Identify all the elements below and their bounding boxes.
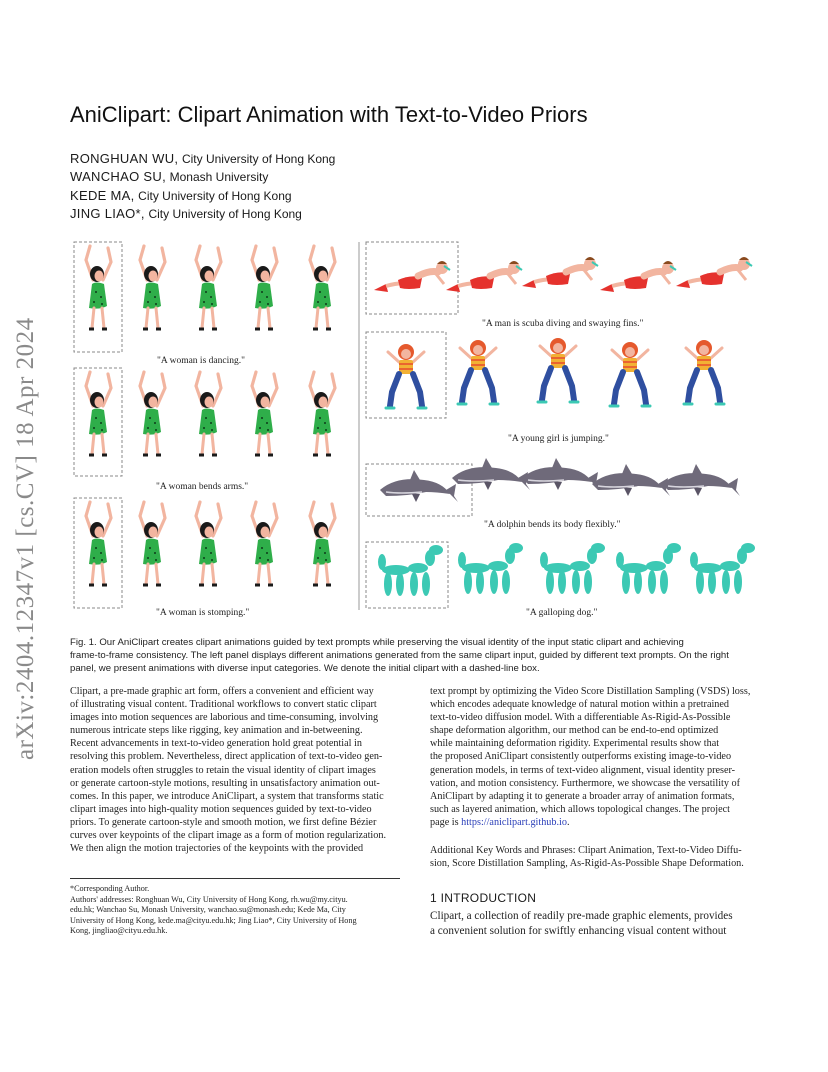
paper-title: AniClipart: Clipart Animation with Text-to-Video Priors [70,102,588,127]
author-affiliation: City University of Hong Kong [148,207,302,221]
abstract-line: such as layered animation, which allows topological changes. The project [430,803,730,815]
footnote-divider [70,878,400,879]
footnote-line: edu.hk; Wanchao Su, Monash University, wanchao.su@monash.edu; Kede Ma, City [70,905,346,914]
figure-label: "A woman bends arms." [156,482,249,492]
teaser-figure-graphic [68,238,760,618]
figure-label: "A man is scuba diving and swaying fins." [482,319,644,329]
keywords [430,844,760,870]
row-dancing [74,242,335,352]
author-affiliation: City University of Hong Kong [181,152,336,166]
figure-label: "A woman is dancing." [157,356,245,366]
abstract-line [430,816,760,829]
author-name: RONGHUAN WU, [70,151,179,166]
abstract-line: of illustrating visual content. Traditional workflows to convert static clipart [70,699,377,711]
intro-line: a convenient solution for swiftly enhancing visual content without [430,924,727,937]
author-line [70,169,268,184]
author-line [70,151,335,166]
project-suffix: . [566,816,570,828]
caption-line: Fig. 1. Our AniClipart creates clipart animations guided by text prompts while preserving the visual identity of the input static clipart and achieving [70,637,684,648]
row-dolphin [366,458,740,516]
figure-label: "A young girl is jumping." [508,434,609,444]
abstract-line: vation, and motion consistency. Furthermore, we showcase the versatility of [430,777,740,789]
row-diver [366,242,752,314]
abstract-line: comes. In this paper, we introduce AniClipart, a system that transforms static [70,790,384,802]
author-name: KEDE MA, [70,188,135,203]
author-affiliation: Monash University [169,170,269,184]
abstract-line: Clipart, a pre-made graphic art form, offers a convenient and efficient way [70,686,374,697]
author-affiliation: City University of Hong Kong [138,189,292,203]
project-link[interactable]: https://aniclipart.github.io [461,816,567,828]
abstract-line: which encodes adequate knowledge of natural motion within a pretrained [430,699,730,711]
figure-label: "A dolphin bends its body flexibly." [484,520,621,530]
abstract-line: numerous intricate steps like rigging, key animation and in-betweening. [70,725,363,737]
intro-text [430,909,760,938]
project-prefix: page is [430,816,462,828]
arxiv-stamp: arXiv:2404.12347v1 [cs.CV] 18 Apr 2024 [12,317,39,760]
abstract-line: clipart images into high-quality motion sequences guided by text-to-video [70,803,372,815]
footnote-line: Kong, jingliao@cityu.edu.hk. [70,926,168,935]
caption-line: frame-to-frame consistency. The left panel displays different animations generated from the same clipart input, guided by different text prompts. On the right [70,650,729,661]
author-line [70,188,292,203]
figure-label: "A woman is stomping." [156,608,250,618]
figure-caption [70,636,760,675]
abstract-line: text-to-video diffusion model. With a differentiable As-Rigid-As-Possible [430,712,731,724]
footnote-line: University of Hong Kong, kede.ma@cityu.edu.hk; Jing Liao*, City University of Hong [70,915,357,925]
author-line [70,206,302,221]
teaser-figure [68,238,760,618]
abstract-left-column [70,685,400,855]
footnote-line: *Corresponding Author. [70,884,150,893]
row-girl [366,332,724,418]
row-stomping [74,498,335,608]
caption-line: panel, we present animations with diverse input categories. We denote the initial clipart with a dashed-line box. [70,663,540,674]
abstract-line: shape deformation algorithm, our method can be end-to-end optimized [430,725,719,737]
keywords-line: Additional Key Words and Phrases: Clipart Animation, Text-to-Video Diffu- [430,845,742,856]
footnote-line: Authors' addresses: Ronghuan Wu, City University of Hong Kong, rh.wu@my.cityu. [70,894,348,904]
abstract-line: curves over keypoints of the clipart image as a form of motion regularization. [70,830,386,842]
abstract-line: AniClipart by adapting it to generate a broader array of animation formats, [430,790,735,802]
row-bends [74,368,335,476]
keywords-line: sion, Score Distillation Sampling, As-Rigid-As-Possible Shape Deformation. [430,858,744,870]
intro-line: Clipart, a collection of readily pre-made graphic elements, provides [430,910,733,922]
abstract-line: while maintaining deformation rigidity. Experimental results show that [430,738,720,750]
abstract-line: resolving this problem. Nevertheless, direct application of text-to-video gen- [70,751,383,763]
abstract-line: priors. To generate cartoon-style and smooth motion, we first define Bézier [70,816,377,828]
abstract-line: Recent advancements in text-to-video generation hold great potential in [70,738,362,750]
section-heading: 1 INTRODUCTION [430,891,537,905]
abstract-line: images into motion sequences are laborious and time-consuming, involving [70,712,379,724]
abstract-line: We then align the motion trajectories of the keypoints with the provided [70,843,364,855]
author-name: WANCHAO SU, [70,169,166,184]
abstract-line: or generate cartoon-style motions, resulting in unsatisfactory animation out- [70,777,380,789]
footnotes [70,884,400,937]
figure-label: "A galloping dog." [526,608,598,618]
abstract-line: eration models often struggles to retain the visual identity of clipart images [70,764,376,776]
abstract-right-column [430,685,760,829]
row-balloon-dog [366,542,755,608]
abstract-line: text prompt by optimizing the Video Score Distillation Sampling (VSDS) loss, [430,686,751,697]
abstract-line: generation models, in terms of text-video alignment, visual identity preser- [430,764,736,776]
author-name: JING LIAO*, [70,206,145,221]
abstract-line: the proposed AniClipart consistently outperforms existing image-to-video [430,751,732,763]
